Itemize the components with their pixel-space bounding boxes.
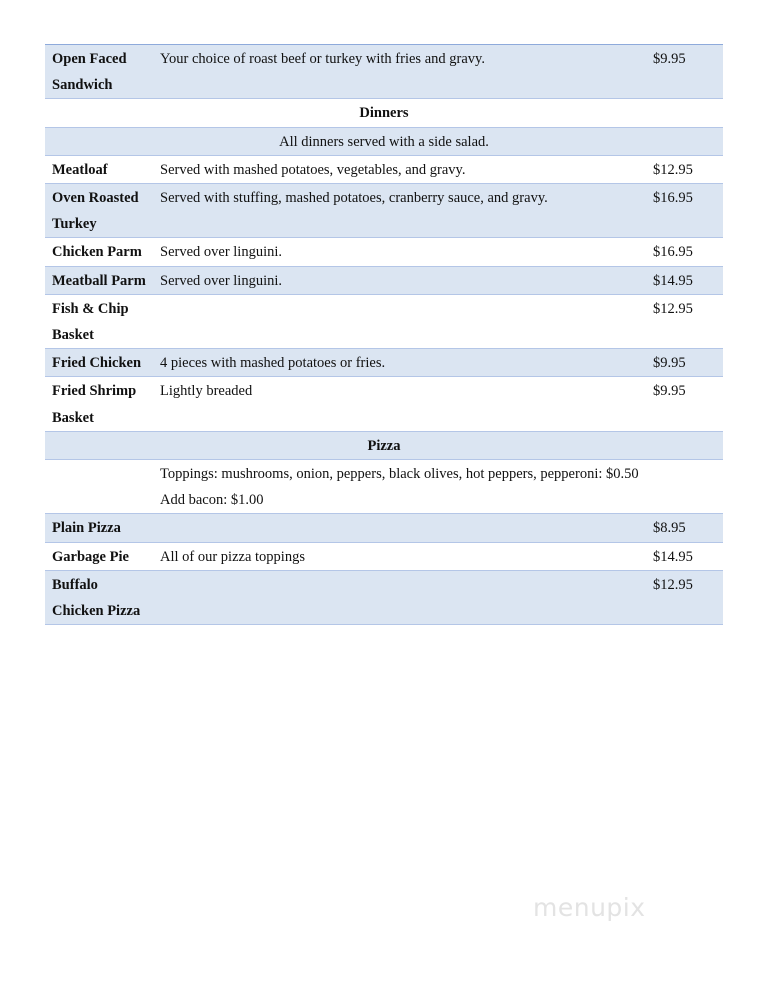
item-description: Lightly breaded bbox=[153, 377, 643, 431]
item-price: $12.95 bbox=[643, 570, 723, 624]
menu-row-oven-roasted-turkey bbox=[45, 184, 723, 238]
item-price: $16.95 bbox=[643, 238, 723, 266]
item-description bbox=[153, 570, 643, 624]
menu-row-buffalo-chicken-pizza bbox=[45, 570, 723, 624]
toppings-line: Toppings: mushrooms, onion, peppers, black olives, hot peppers, pepperoni: $0.50 bbox=[160, 466, 639, 483]
item-description bbox=[153, 294, 643, 348]
item-description: Served with mashed potatoes, vegetables, and gravy. bbox=[153, 155, 643, 183]
item-name: Oven Roasted Turkey bbox=[45, 184, 153, 238]
menu-row-plain-pizza bbox=[45, 514, 723, 542]
item-name: Open Faced Sandwich bbox=[45, 45, 153, 99]
item-description: Served over linguini. bbox=[153, 238, 643, 266]
item-name: Meatball Parm bbox=[45, 266, 153, 294]
item-name: Chicken Parm bbox=[45, 238, 153, 266]
item-price: $9.95 bbox=[643, 45, 723, 99]
item-name: Fried Chicken bbox=[45, 349, 153, 377]
menu-row-open-faced-sandwich bbox=[45, 45, 723, 99]
item-price: $14.95 bbox=[643, 266, 723, 294]
menu-row-fried-shrimp-basket bbox=[45, 377, 723, 431]
item-name: Meatloaf bbox=[45, 155, 153, 183]
item-description: Served over linguini. bbox=[153, 266, 643, 294]
item-price: $9.95 bbox=[643, 377, 723, 431]
menu-row-fish-chip-basket bbox=[45, 294, 723, 348]
item-name: Plain Pizza bbox=[45, 514, 153, 542]
menu-row-chicken-parm bbox=[45, 238, 723, 266]
menu-row-meatball-parm bbox=[45, 266, 723, 294]
item-description: 4 pieces with mashed potatoes or fries. bbox=[153, 349, 643, 377]
item-description: All of our pizza toppings bbox=[153, 542, 643, 570]
item-price: $14.95 bbox=[643, 542, 723, 570]
item-name: Garbage Pie bbox=[45, 542, 153, 570]
section-row-dinners bbox=[45, 99, 723, 127]
section-note-row bbox=[45, 127, 723, 155]
item-name: Fish & Chip Basket bbox=[45, 294, 153, 348]
menupix-watermark: menupix bbox=[533, 893, 646, 922]
item-price: $16.95 bbox=[643, 184, 723, 238]
menu-row-toppings bbox=[45, 460, 723, 514]
item-price: $12.95 bbox=[643, 155, 723, 183]
section-heading-dinners: Dinners bbox=[45, 99, 723, 127]
item-description: Served with stuffing, mashed potatoes, cranberry sauce, and gravy. bbox=[153, 184, 643, 238]
section-note-dinners: All dinners served with a side salad. bbox=[45, 127, 723, 155]
item-price: $12.95 bbox=[643, 294, 723, 348]
item-name: Buffalo Chicken Pizza bbox=[45, 570, 153, 624]
item-description: Your choice of roast beef or turkey with fries and gravy. bbox=[153, 45, 643, 99]
menu-row-meatloaf bbox=[45, 155, 723, 183]
item-description bbox=[153, 514, 643, 542]
empty-cell bbox=[45, 460, 153, 514]
toppings-description bbox=[153, 460, 723, 514]
item-price: $8.95 bbox=[643, 514, 723, 542]
section-heading-pizza: Pizza bbox=[45, 431, 723, 459]
menu-row-garbage-pie bbox=[45, 542, 723, 570]
menu-table bbox=[45, 44, 723, 625]
menu-row-fried-chicken bbox=[45, 349, 723, 377]
bacon-line: Add bacon: $1.00 bbox=[160, 492, 264, 509]
section-row-pizza bbox=[45, 431, 723, 459]
item-price: $9.95 bbox=[643, 349, 723, 377]
item-name: Fried Shrimp Basket bbox=[45, 377, 153, 431]
